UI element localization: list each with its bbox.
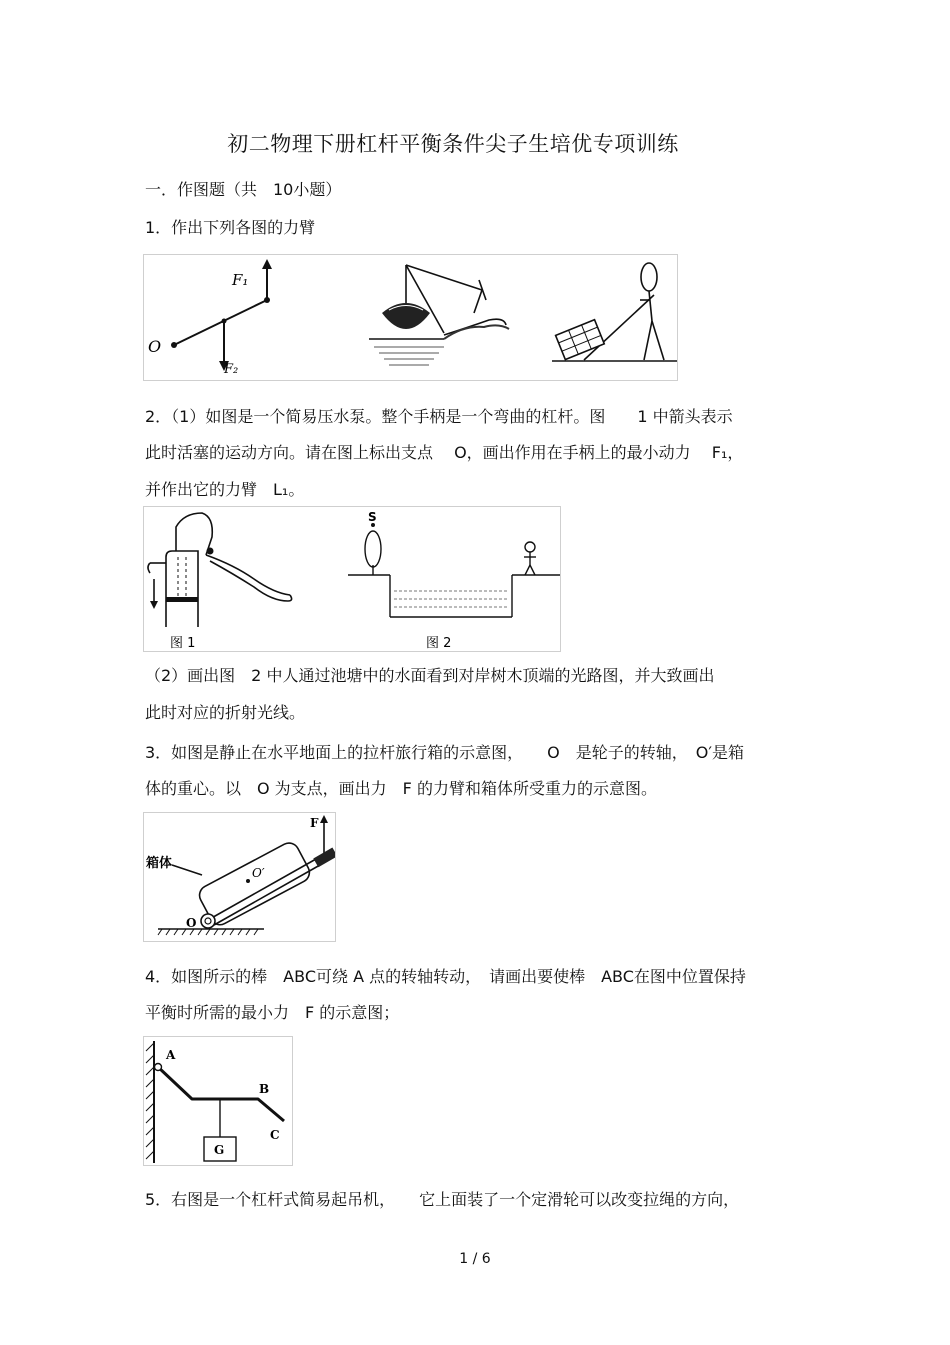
q3-figure — [143, 812, 336, 942]
q3-f-label: F — [310, 816, 319, 830]
q1-o-label: O — [148, 337, 162, 356]
q4-b-label: B — [259, 1082, 270, 1096]
question-2-part2-line-1: （2）画出图 2 中人通过池塘中的水面看到对岸树木顶端的光路图，并大致画出 — [145, 666, 715, 685]
question-2-part2-line-2: 此时对应的折射光线。 — [145, 703, 306, 722]
q4-g-label: G — [214, 1143, 225, 1157]
q2-fig2-s-label: S — [368, 510, 377, 524]
q4-c-label: C — [270, 1128, 280, 1142]
page-title: 初二物理下册杠杆平衡条件尖子生培优专项训练 — [227, 132, 679, 156]
q1-f1-label: F₁ — [232, 271, 249, 289]
question-2-line-3: 并作出它的力臂 L₁。 — [145, 480, 305, 499]
q3-box-label: 箱体 — [146, 856, 173, 871]
q2-figure — [143, 506, 561, 652]
question-5-line-1: 5．右图是一个杠杆式简易起吊机， 它上面装了一个定滑轮可以改变拉绳的方向， — [145, 1190, 740, 1209]
q4-figure — [143, 1036, 293, 1166]
question-2-line-2: 此时活塞的运动方向。请在图上标出支点 O，画出作用在手柄上的最小动力 F₁， — [145, 443, 744, 462]
q2-fig2-label: 图 2 — [426, 636, 452, 651]
question-4-line-2: 平衡时所需的最小力 F 的示意图； — [145, 1003, 400, 1022]
question-1-text: 1．作出下列各图的力臂 — [145, 218, 316, 237]
q1-figure — [143, 254, 678, 381]
q1-f2-label: F₂ — [224, 362, 239, 377]
q4-a-label: A — [166, 1048, 176, 1062]
q3-o-label: O — [186, 916, 197, 930]
question-3-line-1: 3．如图是静止在水平地面上的拉杆旅行箱的示意图， O 是轮子的转轴， O′是箱 — [145, 743, 745, 762]
question-3-line-2: 体的重心。以 O 为支点，画出力 F 的力臂和箱体所受重力的示意图。 — [145, 779, 657, 798]
q2-fig1-label: 图 1 — [170, 636, 196, 651]
question-4-line-1: 4．如图所示的棒 ABC可绕 A 点的转轴转动， 请画出要使棒 ABC在图中位置保持 — [145, 967, 746, 986]
q3-o-prime-label: O′ — [252, 866, 265, 880]
section-heading: 一．作图题（共 10小题） — [145, 180, 342, 199]
page-number: 1 / 6 — [459, 1251, 491, 1267]
question-2-line-1: 2．（1）如图是一个简易压水泵。整个手柄是一个弯曲的杠杆。图 1 中箭头表示 — [145, 407, 733, 426]
